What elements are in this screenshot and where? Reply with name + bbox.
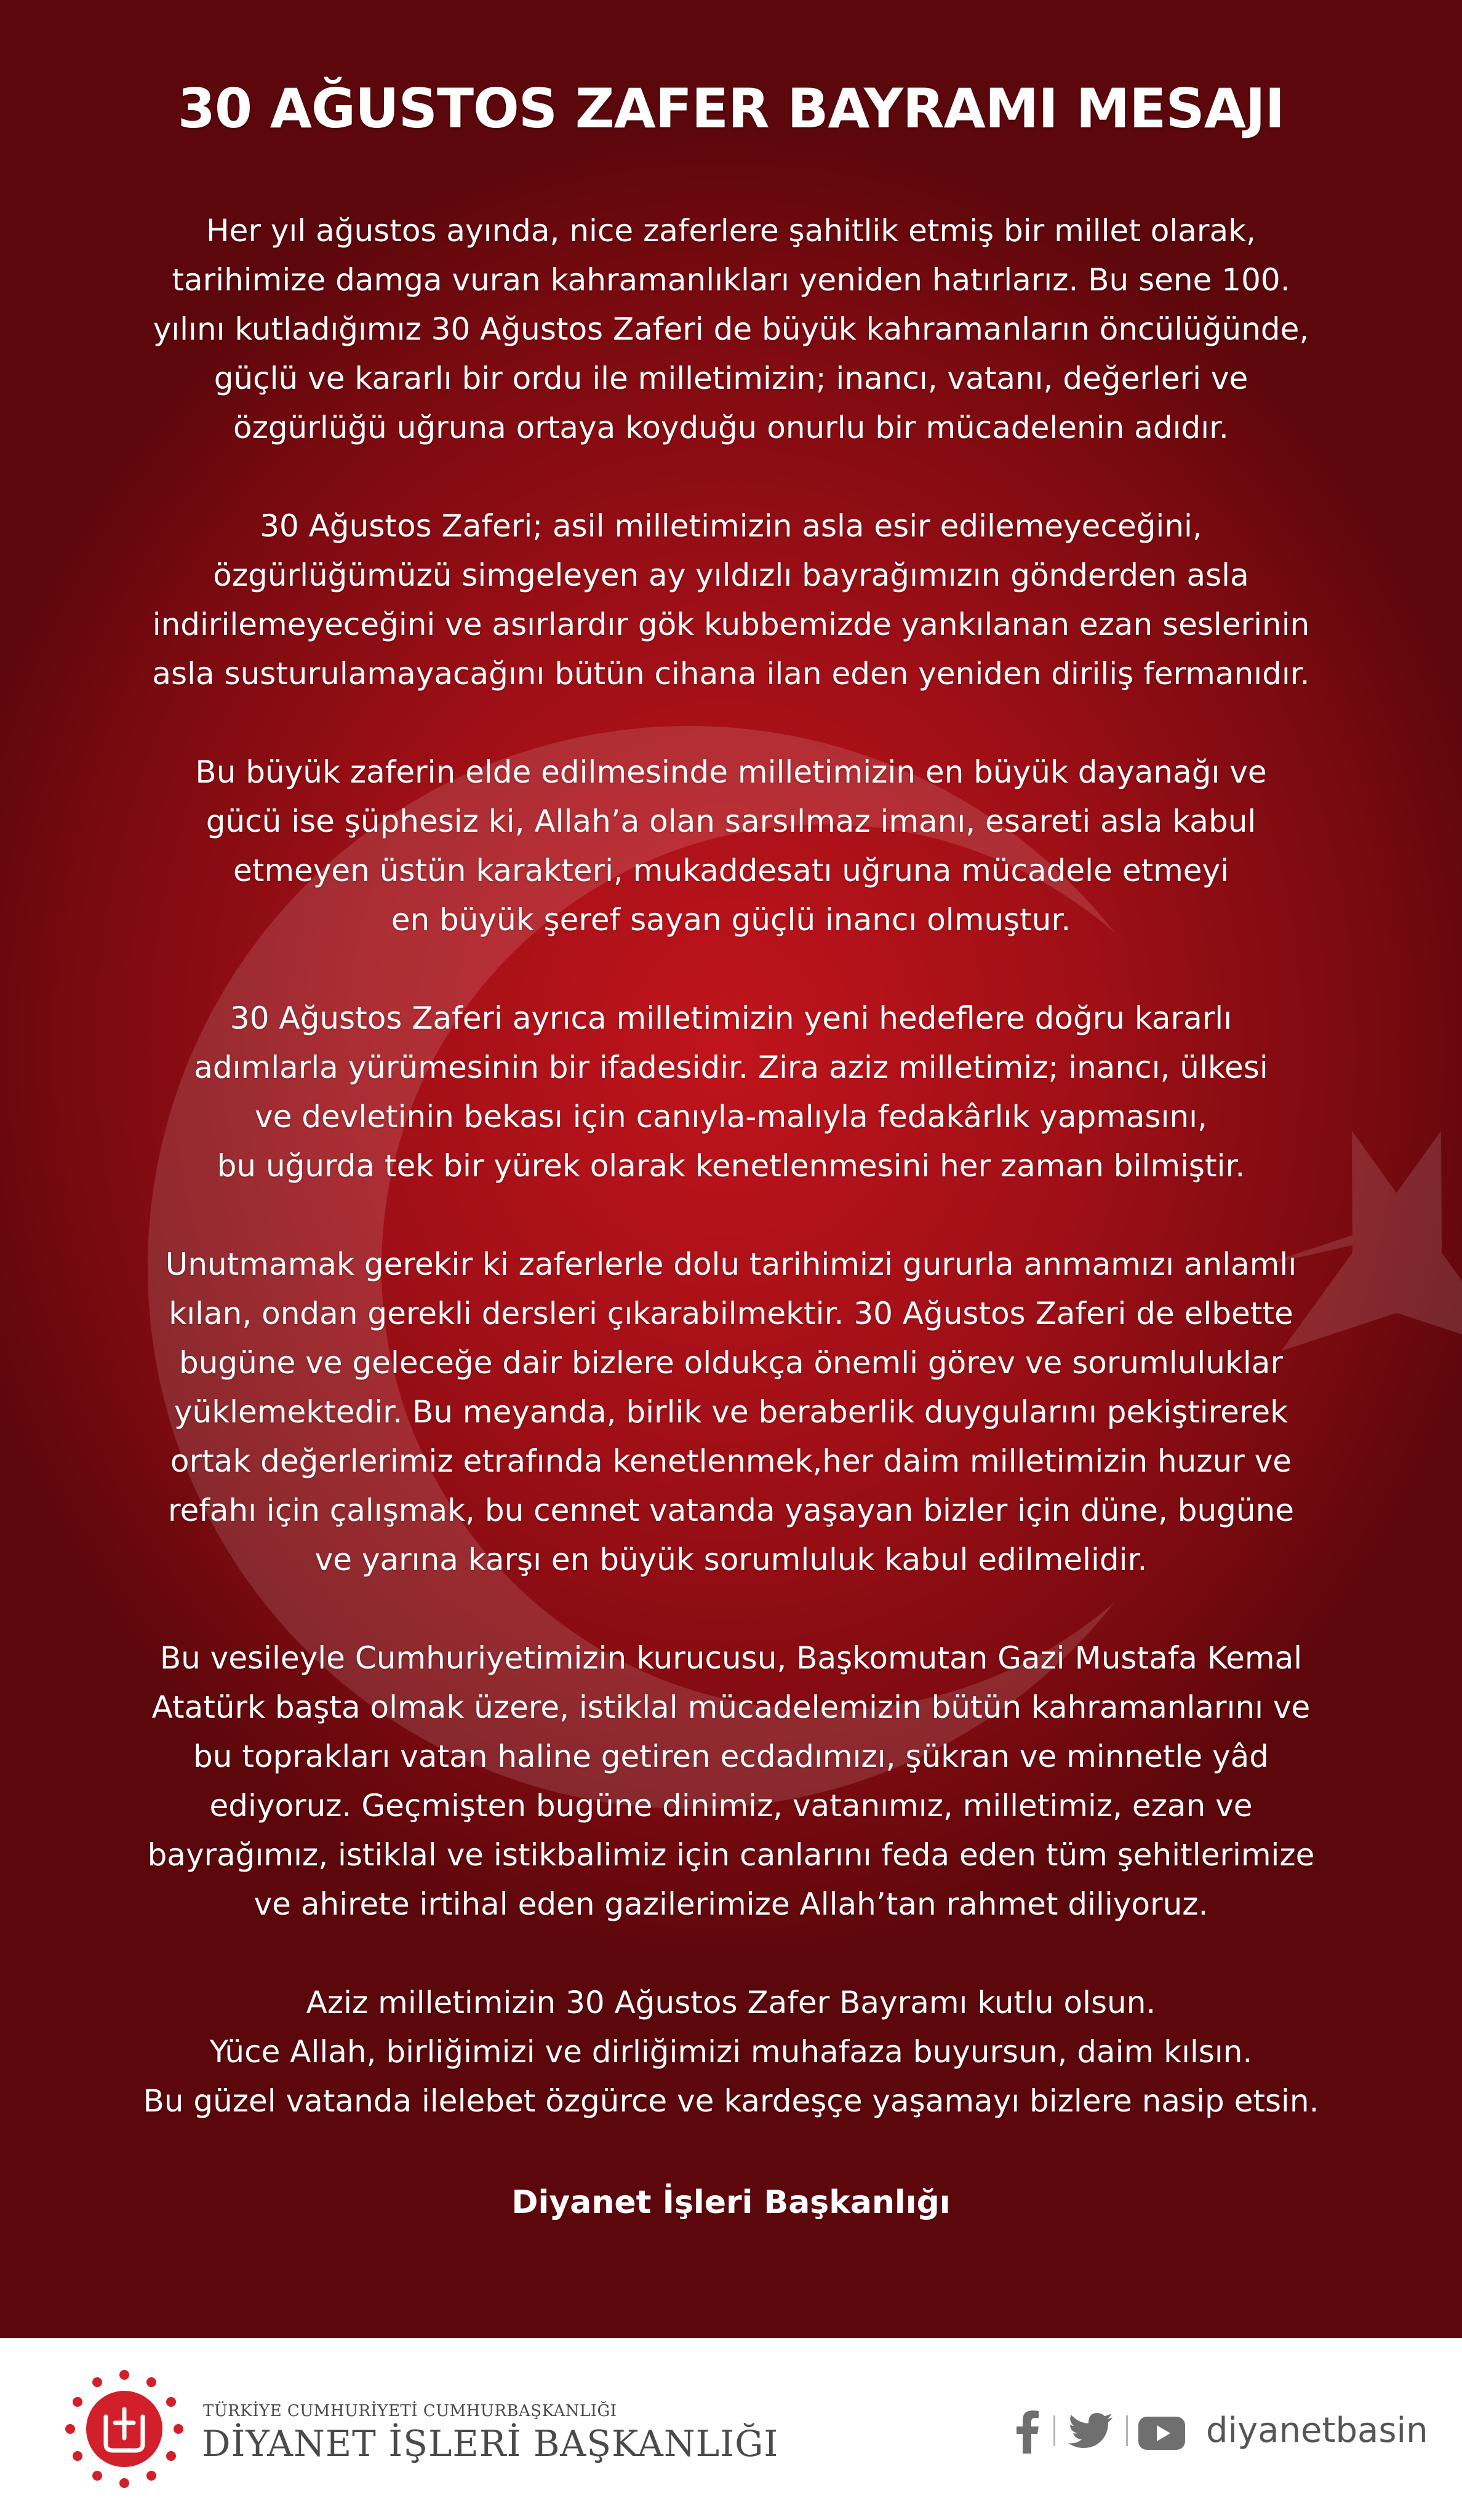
paragraph-line: bu toprakları vatan haline getiren ecdadımızı, şükran ve minnetle yâd <box>193 1739 1269 1774</box>
signature: Diyanet İşleri Başkanlığı <box>511 2184 951 2221</box>
paragraph-line: etmeyen üstün karakteri, mukaddesatı uğruna mücadele etmeyi <box>233 853 1229 888</box>
paragraph-line: en büyük şeref sayan güçlü inancı olmuştur. <box>391 902 1071 938</box>
org-subtitle: TÜRKİYE CUMHURİYETİ CUMHURBAŞKANLIĞI <box>203 2402 617 2420</box>
paragraph-line: ve ahirete irtihal eden gazilerimize Allah’tan rahmet diliyoruz. <box>254 1886 1208 1922</box>
paragraph-line: Yüce Allah, birliğimizi ve dirliğimizi muhafaza buyursun, daim kılsın. <box>209 2034 1253 2070</box>
paragraph-line: 30 Ağustos Zaferi; asil milletimizin asla esir edilemeyeceğini, <box>260 508 1202 544</box>
paragraph-line: Bu vesileyle Cumhuriyetimizin kurucusu, Başkomutan Gazi Mustafa Kemal <box>159 1640 1303 1676</box>
paragraph-line: indirilemeyeceğini ve asırlardır gök kubbemizde yankılanan ezan seslerinin <box>152 607 1310 642</box>
social-separator <box>1126 2415 1128 2446</box>
paragraph-line: Atatürk başta olmak üzere, istiklal mücadelemizin bütün kahramanlarını ve <box>151 1689 1311 1725</box>
paragraph-line: gücü ise şüphesiz ki, Allah’a olan sarsılmaz imanı, esareti asla kabul <box>206 803 1256 839</box>
paragraph-line: Unutmamak gerekir ki zaferlerle dolu tarihimizi gururla anmamızı anlamlı <box>165 1246 1297 1282</box>
message-title: 30 AĞUSTOS ZAFER BAYRAMI MESAJI <box>177 77 1285 140</box>
paragraph-line: güçlü ve kararlı bir ordu ile milletimizin; inancı, vatanı, değerleri ve <box>214 361 1248 396</box>
paragraph-1 <box>55 206 1407 452</box>
paragraph-line: özgürlüğü uğruna ortaya koyduğu onurlu bir mücadelenin adıdır. <box>233 410 1229 445</box>
paragraph-line: 30 Ağustos Zaferi ayrıca milletimizin yeni hedeflere doğru kararlı <box>230 1000 1232 1036</box>
social-handle[interactable]: diyanetbasin <box>1206 2410 1428 2450</box>
paragraph-line: adımlarla yürümesinin bir ifadesidir. Zira aziz milletimiz; inancı, ülkesi <box>194 1050 1268 1085</box>
social-separator <box>1053 2415 1055 2446</box>
paragraph-line: refahı için çalışmak, bu cennet vatanda yaşayan bizler için düne, bugüne <box>167 1493 1295 1528</box>
social-links <box>1015 2404 1428 2460</box>
paragraph-line: Bu büyük zaferin elde edilmesinde milletimizin en büyük dayanağı ve <box>195 754 1267 790</box>
paragraph-line: yüklemektedir. Bu meyanda, birlik ve beraberlik duygularını pekiştirerek <box>174 1394 1288 1430</box>
youtube-icon[interactable] <box>1138 2417 1185 2450</box>
paragraph-2 <box>55 501 1407 698</box>
footer <box>0 2338 1462 2520</box>
paragraph-line: bu uğurda tek bir yürek olarak kenetlenmesini her zaman bilmiştir. <box>217 1148 1245 1184</box>
paragraph-line: tarihimize damga vuran kahramanlıkları yeniden hatırlarız. Bu sene 100. <box>172 262 1290 298</box>
paragraph-5 <box>55 1240 1407 1584</box>
org-name: DİYANET İŞLERİ BAŞKANLIĞI <box>202 2423 779 2465</box>
paragraph-line: Bu güzel vatanda ilelebet özgürce ve kardeşçe yaşamayı bizlere nasip etsin. <box>143 2083 1319 2119</box>
paragraph-line: Her yıl ağustos ayında, nice zaferlere şahitlik etmiş bir millet olarak, <box>206 213 1256 249</box>
paragraph-line: ediyoruz. Geçmişten bugüne dinimiz, vatanımız, milletimiz, ezan ve <box>209 1788 1253 1824</box>
paragraph-line: yılını kutladığımız 30 Ağustos Zaferi de büyük kahramanların öncülüğünde, <box>153 311 1309 347</box>
diyanet-logo-icon <box>57 2361 192 2497</box>
paragraph-line: bayrağımız, istiklal ve istikbalimiz için canlarını feda eden tüm şehitlerimize <box>147 1837 1315 1873</box>
paragraph-7 <box>55 1978 1407 2126</box>
twitter-icon[interactable] <box>1068 2413 1112 2450</box>
paragraph-6 <box>55 1633 1407 1929</box>
facebook-icon[interactable] <box>1015 2410 1040 2454</box>
paragraph-line: ve devletinin bekası için canıyla-malıyla fedakârlık yapmasını, <box>255 1099 1207 1134</box>
paragraph-line: asla susturulamayacağını bütün cihana ilan eden yeniden diriliş fermanıdır. <box>152 656 1310 692</box>
paragraph-4 <box>55 994 1407 1190</box>
paragraph-line: bugüne ve geleceğe dair bizlere oldukça önemli görev ve sorumluluklar <box>179 1345 1283 1381</box>
paragraph-line: ortak değerlerimiz etrafında kenetlenmek,her daim milletimizin huzur ve <box>170 1443 1292 1479</box>
paragraph-line: Aziz milletimizin 30 Ağustos Zafer Bayramı kutlu olsun. <box>306 1985 1156 2020</box>
paragraph-line: kılan, ondan gerekli dersleri çıkarabilmektir. 30 Ağustos Zaferi de elbette <box>169 1296 1293 1331</box>
paragraph-line: ve yarına karşı en büyük sorumluluk kabul edilmelidir. <box>314 1542 1148 1577</box>
paragraph-line: özgürlüğümüzü simgeleyen ay yıldızlı bayrağımızın gönderden asla <box>213 557 1249 593</box>
paragraph-3 <box>55 748 1407 944</box>
